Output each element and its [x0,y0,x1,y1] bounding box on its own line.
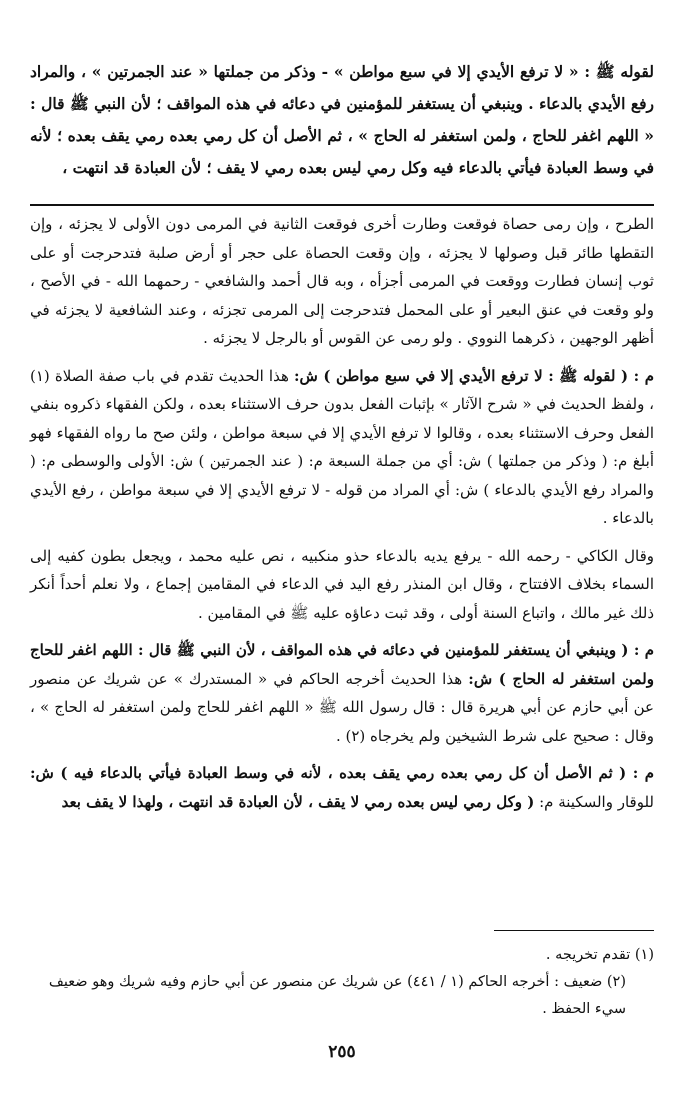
footnotes [30,942,654,1023]
page-number: ٢٥٥ [328,1042,356,1062]
sharh-paragraph-5-lead: م : ( ثم الأصل أن كل رمي بعده رمي يقف بعده ، لأنه في وسط العبادة فيأتي بالدعاء فيه ) ش: [30,764,654,782]
footnote-1: (١) تقدم تخريجه . [545,947,654,963]
matn-text: لقوله ﷺ : « لا ترفع الأيدي إلا في سبع مواطن » - وذكر من جملتها « عند الجمرتين » ، والمراد رفع الأيدي بالدعاء . وينبغي أن يستغفر للمؤمنين في دعائه في هذه المواقف ؛ لأن النبي ﷺ قال : « اللهم اغفر للحاج ، ولمن استغفر له الحاج » ، ثم الأصل أن كل رمي بعده رمي يقف بعده ؛ لأنه في وسط العبادة فيأتي بالدعاء فيه وكل رمي ليس بعده رمي لا يقف ؛ لأن العبادة قد انتهت ، [30,62,654,177]
sharh-commentary [30,210,654,816]
footnote-divider [494,930,654,931]
sharh-paragraph-2-lead: م : ( لقوله ﷺ : لا ترفع الأيدي إلا في سبع مواطن ) ش: [293,366,654,385]
sharh-paragraph-3: وقال الكاكي - رحمه الله - يرفع يديه بالدعاء حذو منكبيه ، نص عليه محمد ، ويجعل بطون كفيه إلى السماء بخلاف الافتتاح ، وقال ابن المنذر رفع اليد في الدعاء في المقامين إجماع ، ولا نعلم أحداً أنكر ذلك غير مالك ، واتباع السنة أولى ، وقد ثبت دعاؤه عليه ﷺ في المقامين . [30,546,654,622]
sharh-paragraph-1: الطرح ، وإن رمى حصاة فوقعت وطارت أخرى فوقعت الثانية في المرمى دون الأولى لا يجزئه ، وإن التقطها طائر قبل وصولها لا يجزئه ، وإن وقعت الحصاة على حجر أو أرض صلبة فتدحرجت أو على ثوب إنسان فطارت ووقعت في المرمى أجزأه ، وبه قال أحمد والشافعي - رحمهما الله - في الأصح ، ولو وقعت في عنق البعير أو على المحمل فتدحرجت إلى المرمى تجزئه ، وعند الشافعية لا يجزئه في أظهر الوجهين ، ذكرهما النووي . ولو رمى عن القوس أو بالرجل لا يجزئه . [30,215,654,347]
sharh-paragraph-2 [30,362,654,533]
footnote-2: (٢) ضعيف : أخرجه الحاكم (١ / ٤٤١) عن شريك عن منصور عن أبي حازم وفيه شريك وهو ضعيف سيء الحفظ . [48,974,626,1017]
page-body [30,56,654,825]
sharh-paragraph-5-mid: للوقار والسكينة م: [539,792,654,811]
sharh-paragraph-4-body: هذا الحديث أخرجه الحاكم في « المستدرك » عن شريك عن منصور عن أبي حازم عن أبي هريرة قال : قال رسول الله ﷺ « اللهم اغفر للحاج ولمن استغفر له الحاج » ، وقال : صحيح على شرط الشيخين ولم يخرجاه (٢) . [30,669,654,745]
sharh-paragraph-2-body: هذا الحديث تقدم في باب صفة الصلاة (١) ، ولفظ الحديث في « شرح الآثار » بإثبات الفعل بدون حرف الاستثناء بعده ، ولكن الفقهاء ذكروه بنفي الفعل وحرف الاستثناء بعده ، وقالوا لا ترفع الأيدي إلا في سبعة مواطن ، ولئن صح ما رواه الفقهاء فهو أبلغ م: ( وذكر من جملتها ) ش: أي من جملة السبعة م: ( عند الجمرتين ) ش: الأولى والوسطى م: ( والمراد رفع الأيدي بالدعاء ) ش: أي المراد من قوله - لا ترفع الأيدي إلا في سبعة مواطن ، رفع الأيدي بالدعاء . [30,366,654,527]
sharh-paragraph-5-tail: ( وكل رمي ليس بعده رمي لا يقف ، لأن العبادة قد انتهت ، ولهذا لا يقف بعد [61,792,535,811]
sharh-paragraph-5 [30,759,654,816]
matn-divider [30,204,654,206]
sharh-paragraph-4-lead: م : ( وينبغي أن يستغفر للمؤمنين في دعائه في هذه المواقف ، لأن النبي ﷺ قال : اللهم اغفر للحاج ولمن استغفر له الحاج ) ش: [30,641,654,688]
sharh-paragraph-4 [30,636,654,750]
